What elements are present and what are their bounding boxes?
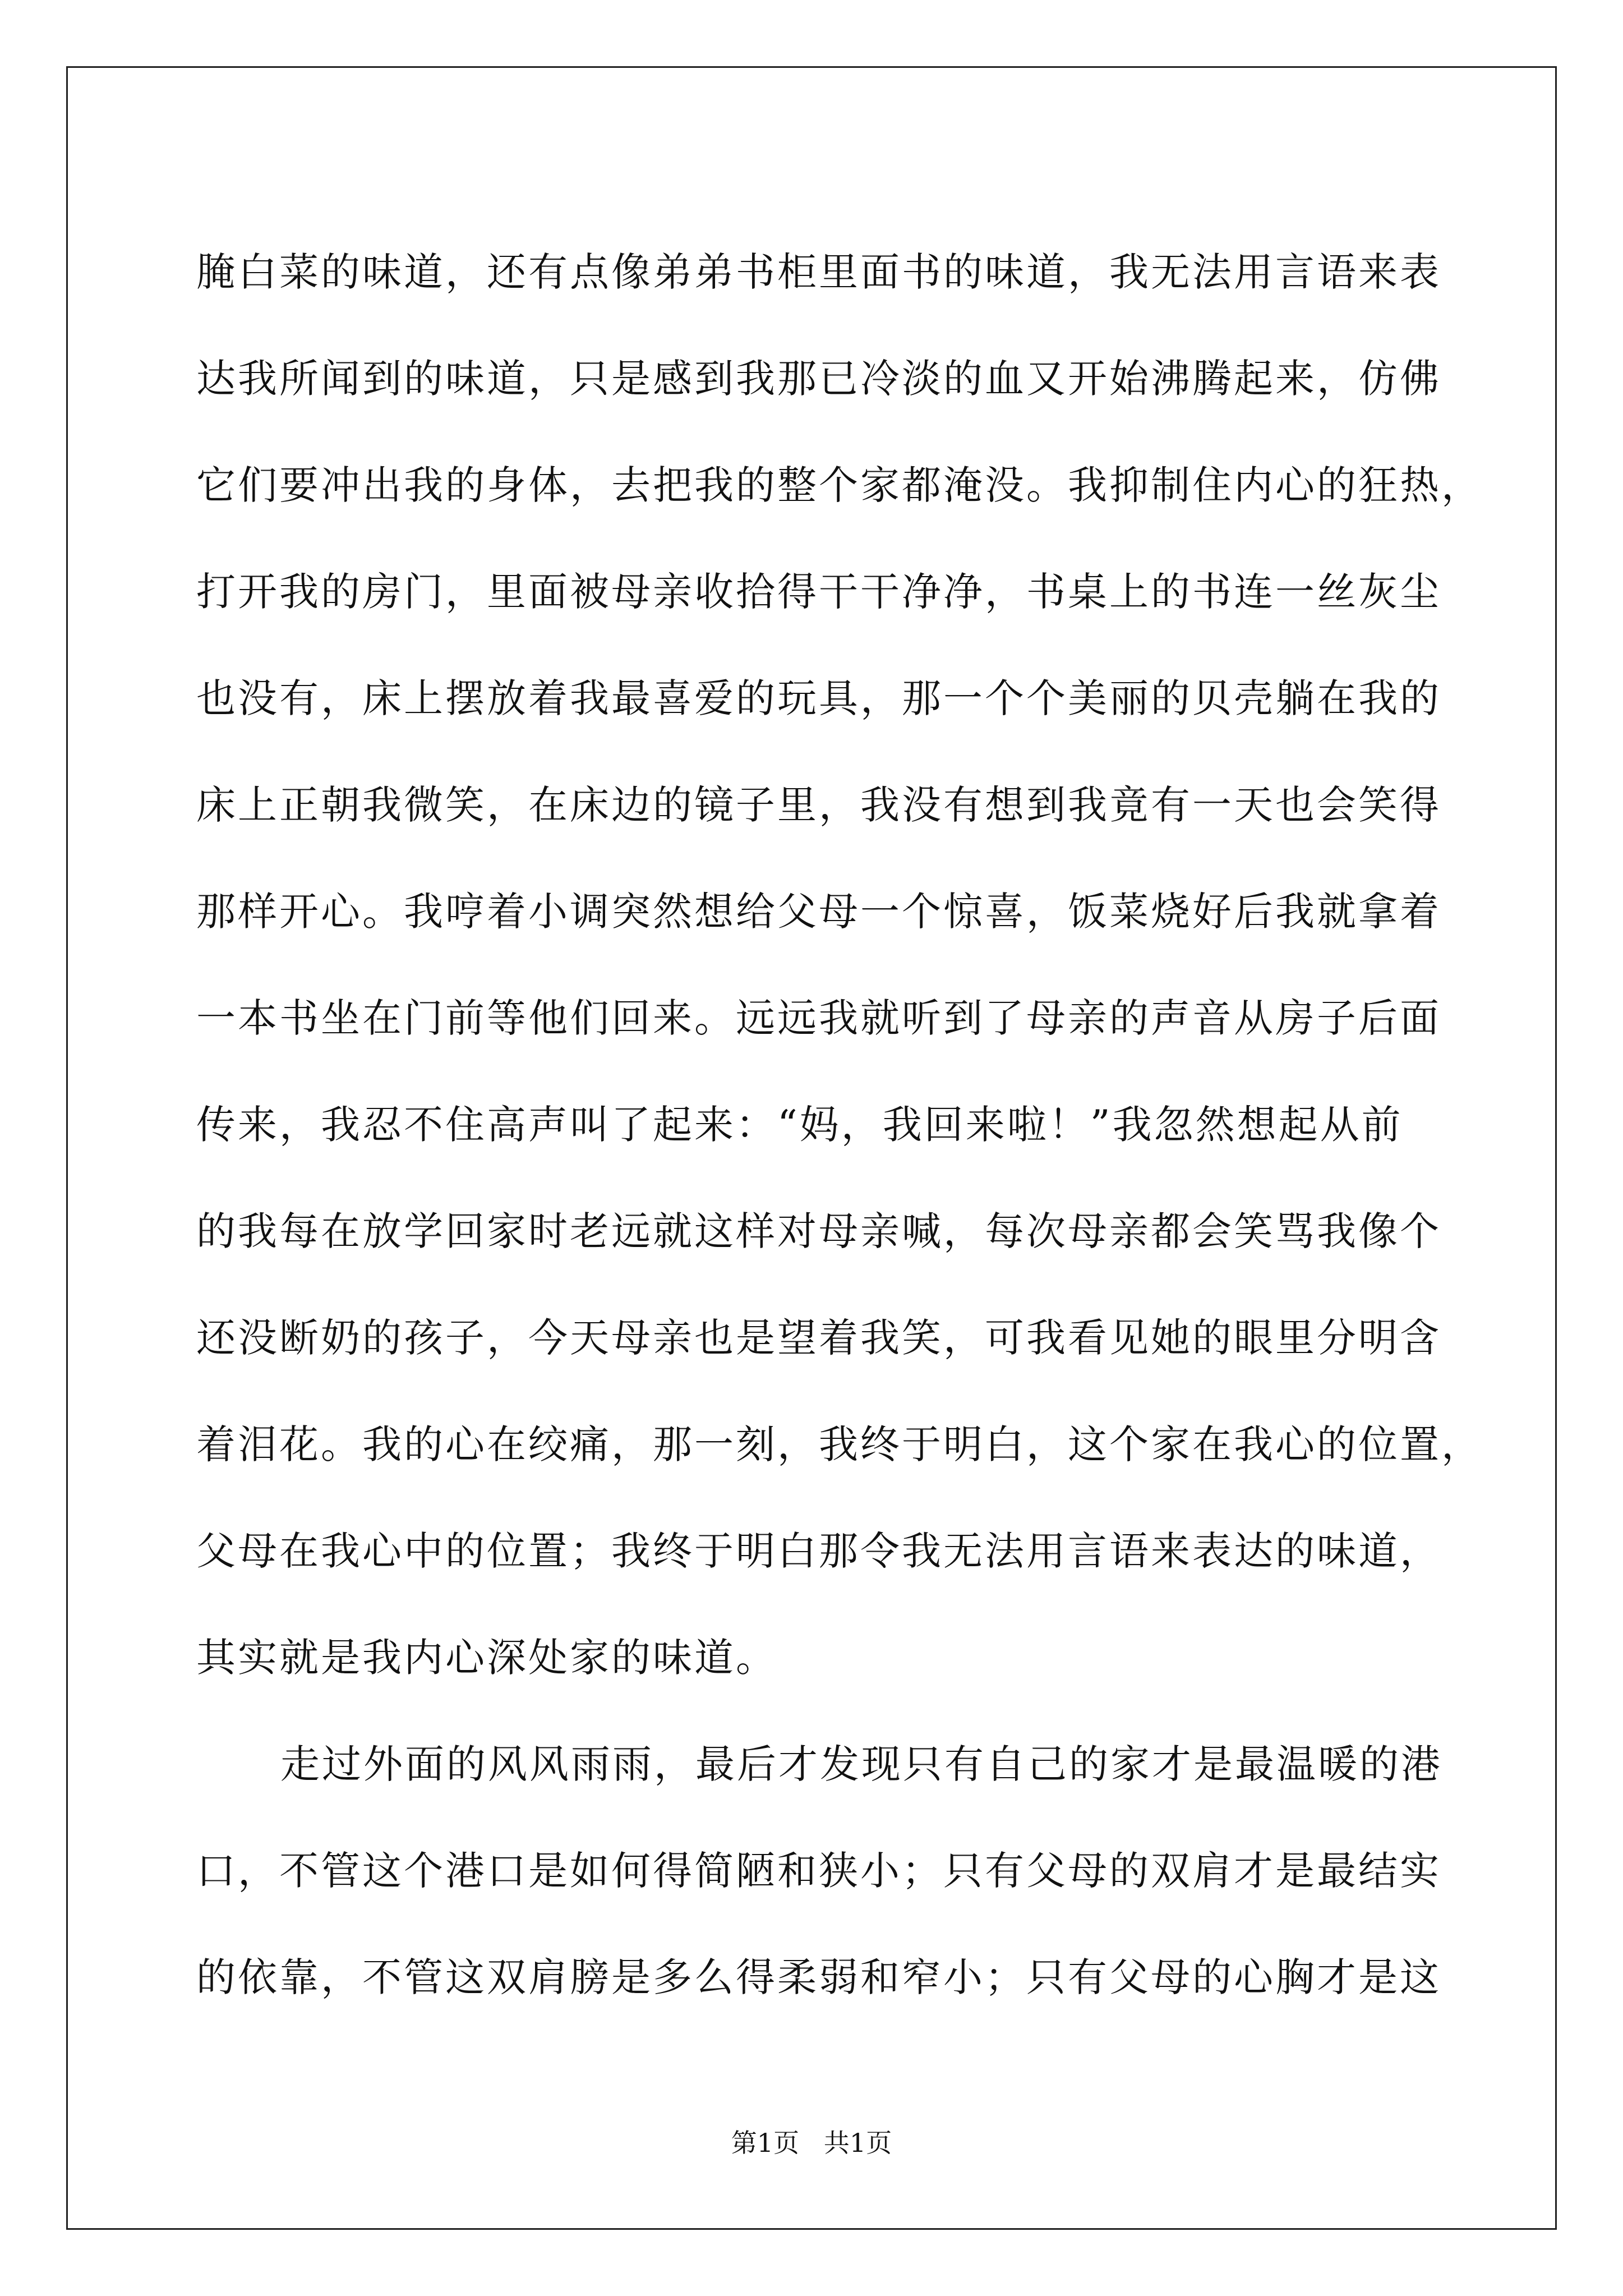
text-line: 的我每在放学回家时老远就这样对母亲喊，每次母亲都会笑骂我像个 [196,1208,1441,1254]
document-body [196,219,1483,2031]
text-line: 达我所闻到的味道，只是感到我那已冷淡的血又开始沸腾起来，仿佛 [196,356,1441,402]
text-line: 其实就是我内心深处家的味道。 [196,1635,777,1681]
text-line: 的依靠，不管这双肩膀是多么得柔弱和窄小；只有父母的心胸才是这 [196,1954,1441,2000]
text-line: 着泪花。我的心在绞痛，那一刻，我终于明白，这个家在我心的位置， [196,1421,1483,1467]
text-line: 打开我的房门，里面被母亲收拾得干干净净，书桌上的书连一丝灰尘 [196,569,1441,615]
text-line: 一本书坐在门前等他们回来。远远我就听到了母亲的声音从房子后面 [196,995,1441,1041]
text-line: 那样开心。我哼着小调突然想给父母一个惊喜，饭菜烧好后我就拿着 [196,889,1441,935]
text-line: 也没有，床上摆放着我最喜爱的玩具，那一个个美丽的贝壳躺在我的 [196,675,1441,721]
text-line: 走过外面的风风雨雨，最后才发现只有自己的家才是最温暖的港 [280,1741,1442,1787]
text-line: 传来，我忍不住高声叫了起来：“妈，我回来啦！”我忽然想起从前 [196,1102,1403,1148]
page-footer: 第1页 共1页 [731,2128,892,2158]
text-line: 腌白菜的味道，还有点像弟弟书柜里面书的味道，我无法用言语来表 [196,249,1441,295]
text-line: 父母在我心中的位置；我终于明白那令我无法用言语来表达的味道， [196,1528,1441,1574]
text-line: 口，不管这个港口是如何得简陋和狭小；只有父母的双肩才是最结实 [196,1848,1441,1894]
text-line: 还没断奶的孩子，今天母亲也是望着我笑，可我看见她的眼里分明含 [196,1315,1441,1361]
text-line: 它们要冲出我的身体，去把我的整个家都淹没。我抑制住内心的狂热， [196,462,1483,508]
text-line: 床上正朝我微笑，在床边的镜子里，我没有想到我竟有一天也会笑得 [196,782,1441,828]
